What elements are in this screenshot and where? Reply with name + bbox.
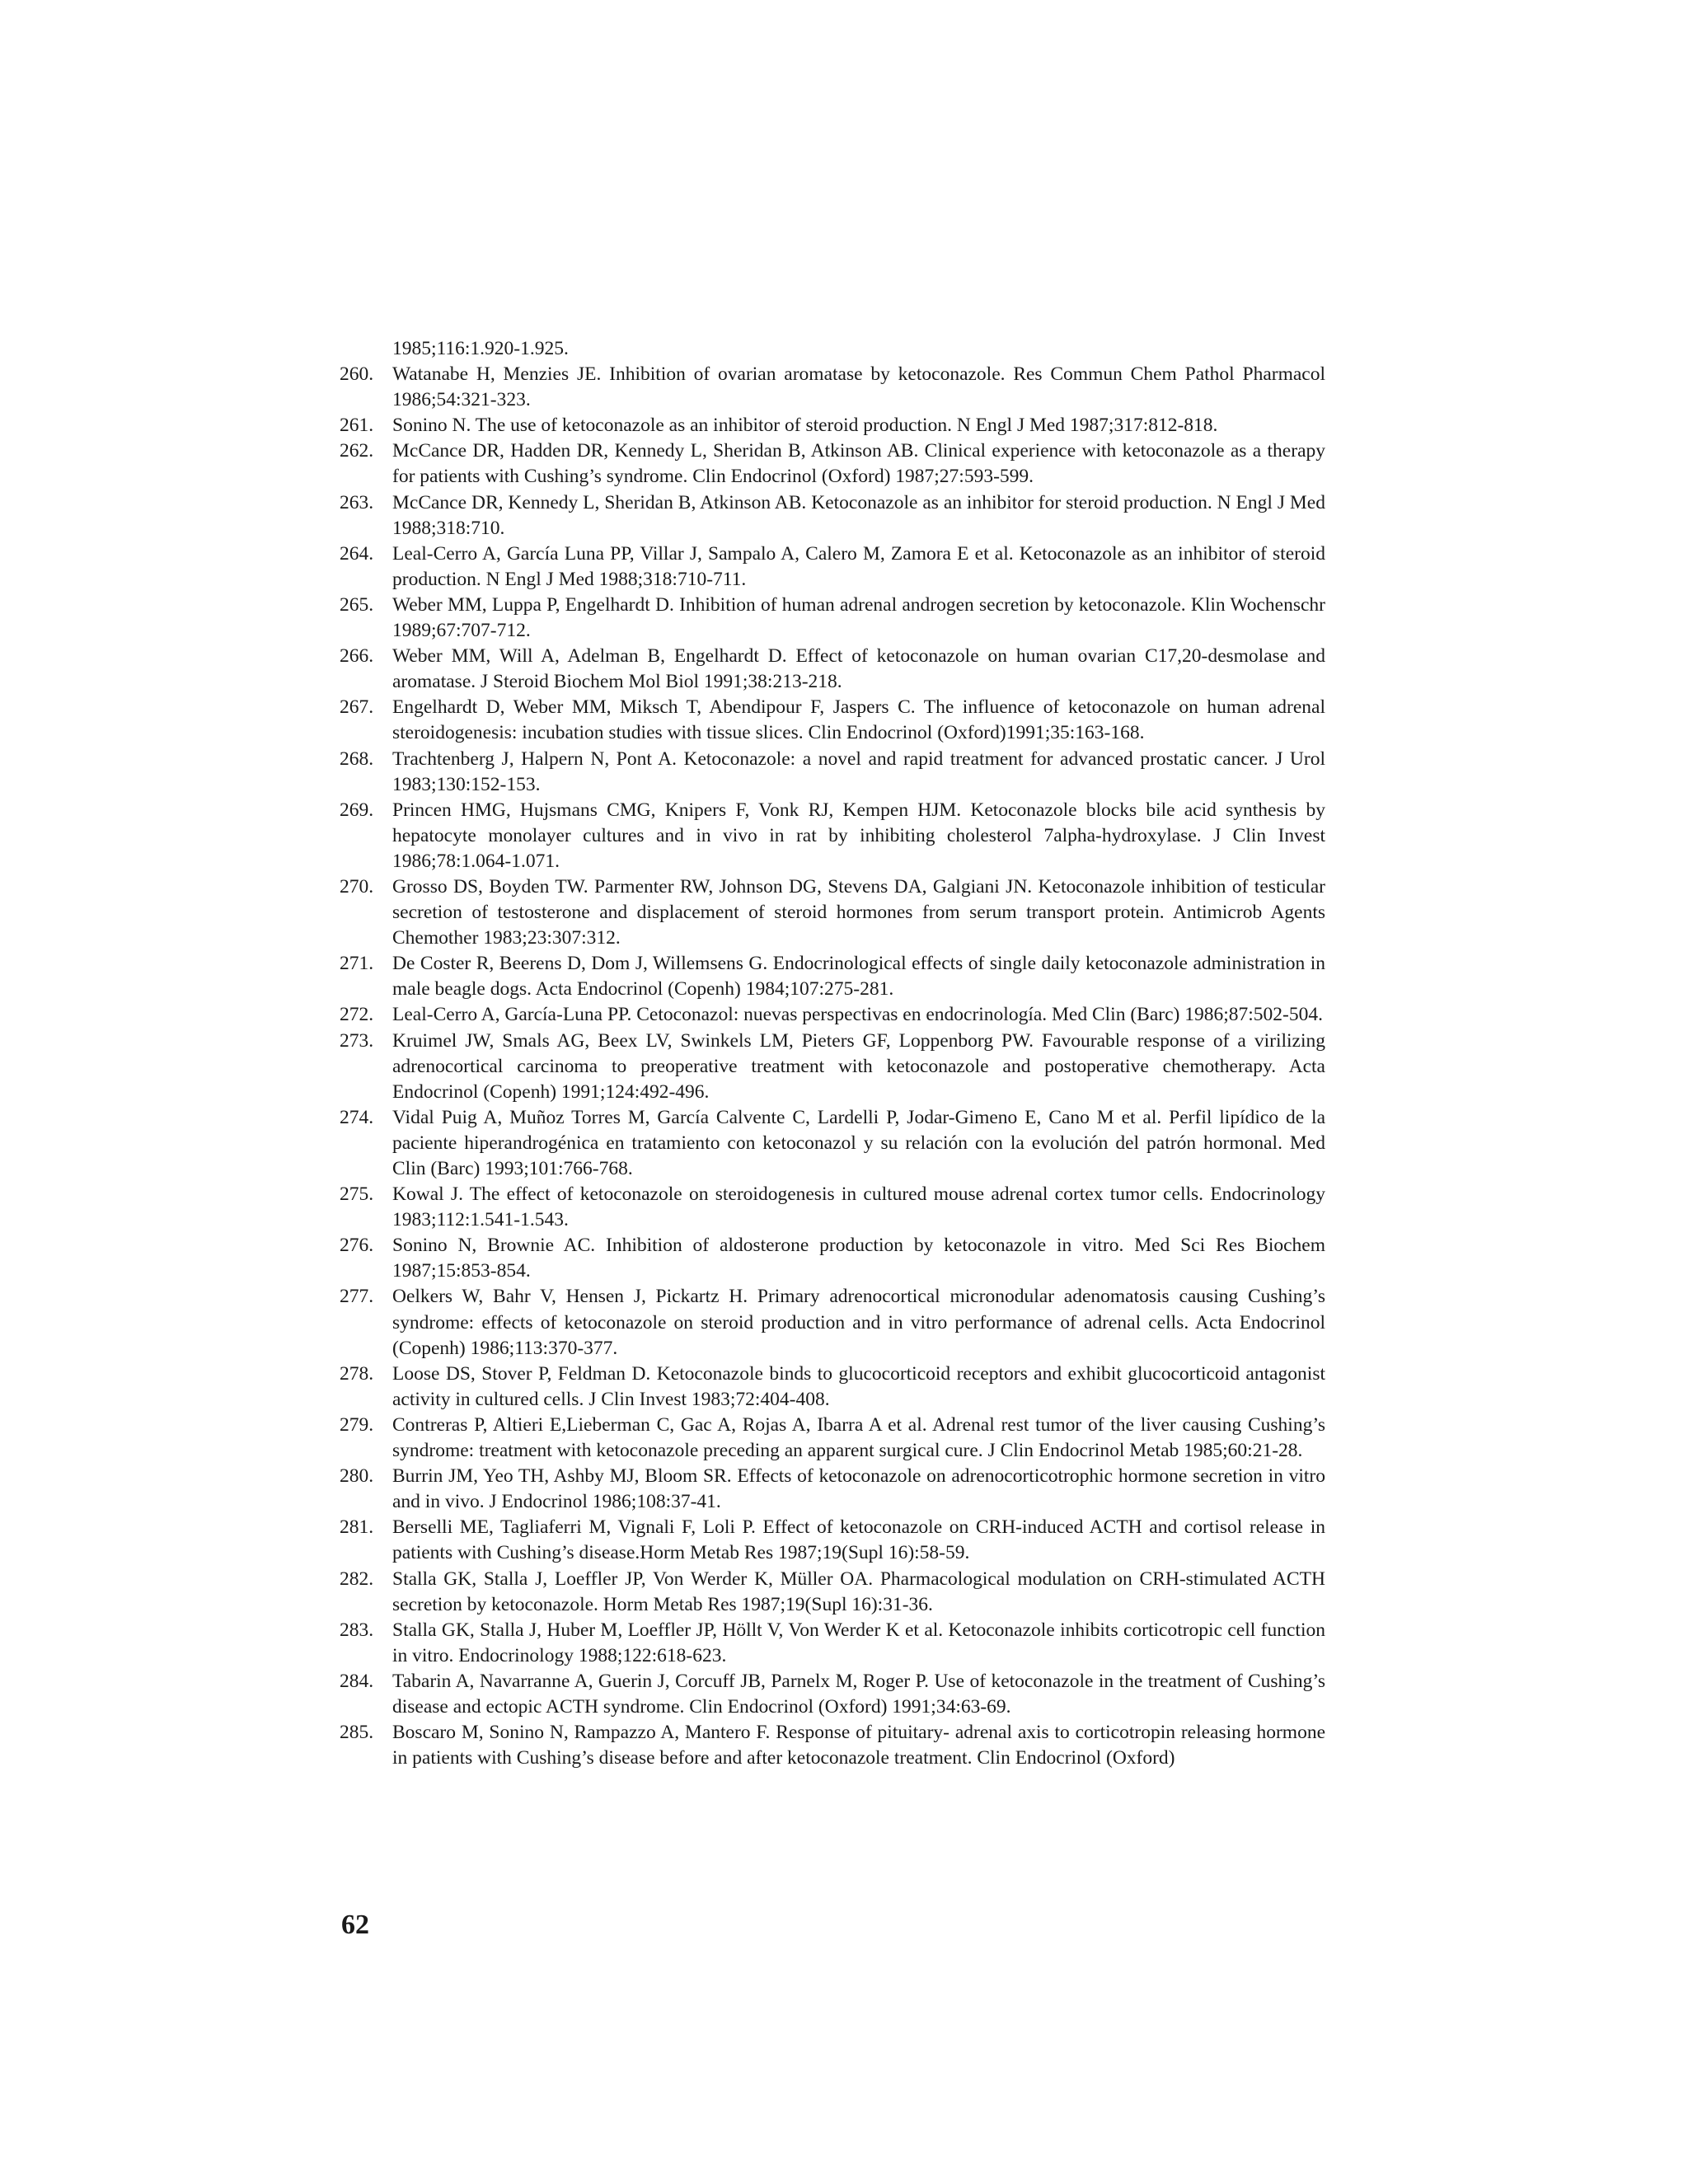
- reference-number: 283.: [340, 1619, 374, 1641]
- reference-text: Trachtenberg J, Halpern N, Pont A. Ketoconazole: a novel and rapid treatment for advanced prostatic cancer. J Urol 1983;130:152-153.: [392, 748, 1325, 795]
- reference-text: Contreras P, Altieri E,Lieberman C, Gac A, Rojas A, Ibarra A et al. Adrenal rest tumor of the liver causing Cushing’s syndrome: treatment with ketoconazole preceding an apparent surgical cure. J Clin Endocrinol Metab 1985;60:21-28.: [392, 1413, 1325, 1462]
- reference-number: 275.: [340, 1183, 374, 1206]
- reference-number: 261.: [340, 415, 374, 437]
- reference-number: 267.: [340, 696, 374, 719]
- reference-number: 277.: [340, 1286, 374, 1308]
- reference-entry: [340, 490, 1325, 541]
- reference-entry: [340, 874, 1325, 951]
- reference-text: Weber MM, Luppa P, Engelhardt D. Inhibition of human adrenal androgen secretion by ketoconazole. Klin Wochenschr 1989;67:707-712.: [392, 593, 1325, 642]
- reference-number: 272.: [340, 1004, 374, 1026]
- reference-entry: [340, 438, 1325, 490]
- reference-entry: [340, 1720, 1325, 1771]
- reference-number: 263.: [340, 491, 374, 513]
- reference-entry: [340, 1669, 1325, 1720]
- reference-text: Princen HMG, Hujsmans CMG, Knipers F, Vonk RJ, Kempen HJM. Ketoconazole blocks bile acid synthesis by hepatocyte monolayer cultures and in vivo in rat by inhibiting cholesterol 7alpha-hydroxylase. J Clin Invest 1986;78:1.064-1.071.: [392, 799, 1325, 872]
- reference-entry: [340, 1233, 1325, 1284]
- reference-text: McCance DR, Hadden DR, Kennedy L, Sheridan B, Atkinson AB. Clinical experience with ketoconazole as a therapy for patients with Cushing’s syndrome. Clin Endocrinol (Oxford) 1987;27:593-599.: [392, 440, 1325, 488]
- reference-text: Boscaro M, Sonino N, Rampazzo A, Mantero F. Response of pituitary- adrenal axis to corticotropin releasing hormone in patients with Cushing’s disease before and after ketoconazole treatment. Clin Endocrinol (Oxford): [392, 1722, 1325, 1769]
- reference-number: 285.: [340, 1722, 374, 1744]
- reference-entry: [340, 593, 1325, 644]
- reference-entry: [340, 798, 1325, 874]
- reference-number: 262.: [340, 440, 374, 462]
- reference-text: Grosso DS, Boyden TW. Parmenter RW, Johnson DG, Stevens DA, Galgiani JN. Ketoconazole inhibition of testicular secretion of testosterone and displacement of steroid hormones from serum transport protein. Antimicrob Agents Chemother 1983;23:307:312.: [392, 875, 1325, 949]
- reference-text: Sonino N. The use of ketoconazole as an inhibitor of steroid production. N Engl J Med 1987;317:812-818.: [392, 415, 1218, 437]
- reference-number: 280.: [340, 1465, 374, 1488]
- reference-entry: [340, 1464, 1325, 1515]
- reference-number: 278.: [340, 1362, 374, 1385]
- reference-entry: [340, 1515, 1325, 1566]
- reference-text: Kowal J. The effect of ketoconazole on steroidogenesis in cultured mouse adrenal cortex tumor cells. Endocrinology 1983;112:1.541-1.543.: [392, 1183, 1325, 1231]
- reference-number: 268.: [340, 748, 374, 770]
- reference-continuation-text: 1985;116:1.920-1.925.: [392, 338, 569, 359]
- reference-number: 284.: [340, 1670, 374, 1692]
- reference-number: 269.: [340, 799, 374, 821]
- reference-text: Weber MM, Will A, Adelman B, Engelhardt D. Effect of ketoconazole on human ovarian C17,20-desmolase and aromatase. J Steroid Biochem Mol Biol 1991;38:213-218.: [392, 645, 1325, 693]
- reference-text: Loose DS, Stover P, Feldman D. Ketoconazole binds to glucocorticoid receptors and exhibit glucocorticoid antagonist activity in cultured cells. J Clin Invest 1983;72:404-408.: [392, 1362, 1325, 1410]
- reference-number: 276.: [340, 1235, 374, 1257]
- reference-text: Oelkers W, Bahr V, Hensen J, Pickartz H. Primary adrenocortical micronodular adenomatosis causing Cushing’s syndrome: effects of ketoconazole on steroid production and in vitro performance of adrenal cells. Acta Endocrinol (Copenh) 1986;113:370-377.: [392, 1286, 1325, 1359]
- reference-number: 270.: [340, 875, 374, 898]
- reference-entry: [340, 362, 1325, 413]
- reference-text: Burrin JM, Yeo TH, Ashby MJ, Bloom SR. Effects of ketoconazole on adrenocorticotrophic hormone secretion in vitro and in vivo. J Endocrinol 1986;108:37-41.: [392, 1465, 1325, 1513]
- reference-text: Leal-Cerro A, García Luna PP, Villar J, Sampalo A, Calero M, Zamora E et al. Ketoconazole as an inhibitor of steroid production. N Engl J Med 1988;318:710-711.: [392, 542, 1325, 590]
- reference-entry: [340, 1413, 1325, 1464]
- reference-number: 264.: [340, 542, 374, 565]
- reference-entry: [340, 951, 1325, 1002]
- reference-text: Berselli ME, Tagliaferri M, Vignali F, Loli P. Effect of ketoconazole on CRH-induced ACTH and cortisol release in patients with Cushing’s disease.Horm Metab Res 1987;19(Supl 16):58-59.: [392, 1516, 1325, 1564]
- reference-entry: [340, 413, 1325, 438]
- reference-text: McCance DR, Kennedy L, Sheridan B, Atkinson AB. Ketoconazole as an inhibitor for steroid production. N Engl J Med 1988;318:710.: [392, 491, 1325, 539]
- reference-text: Kruimel JW, Smals AG, Beex LV, Swinkels LM, Pieters GF, Loppenborg PW. Favourable response of a virilizing adrenocortical carcinoma to preoperative treatment with ketoconazole and postoperative chemotherapy. Acta Endocrinol (Copenh) 1991;124:492-496.: [392, 1029, 1325, 1103]
- reference-number: 265.: [340, 593, 374, 616]
- reference-number: 260.: [340, 363, 374, 386]
- reference-text: Sonino N, Brownie AC. Inhibition of aldosterone production by ketoconazole in vitro. Med Sci Res Biochem 1987;15:853-854.: [392, 1235, 1325, 1282]
- reference-entry: [340, 1105, 1325, 1182]
- reference-entry: [340, 1618, 1325, 1669]
- reference-items: [340, 362, 1325, 1771]
- reference-entry: [340, 541, 1325, 593]
- reference-entry: [340, 1567, 1325, 1618]
- reference-list: [340, 336, 1325, 1771]
- reference-text: Stalla GK, Stalla J, Loeffler JP, Von Werder K, Müller OA. Pharmacological modulation on CRH-stimulated ACTH secretion by ketoconazole. Horm Metab Res 1987;19(Supl 16):31-36.: [392, 1568, 1325, 1615]
- reference-number: 266.: [340, 645, 374, 668]
- reference-text: Stalla GK, Stalla J, Huber M, Loeffler JP, Höllt V, Von Werder K et al. Ketoconazole inhibits corticotropic cell function in vitro. Endocrinology 1988;122:618-623.: [392, 1619, 1325, 1666]
- reference-number: 282.: [340, 1568, 374, 1590]
- page-number: 62: [341, 1910, 369, 1940]
- reference-text: Watanabe H, Menzies JE. Inhibition of ovarian aromatase by ketoconazole. Res Commun Chem Pathol Pharmacol 1986;54:321-323.: [392, 363, 1325, 411]
- reference-entry: [340, 1361, 1325, 1413]
- reference-entry: [340, 1284, 1325, 1361]
- reference-entry: [340, 644, 1325, 695]
- reference-entry: [340, 695, 1325, 746]
- reference-number: 273.: [340, 1029, 374, 1052]
- reference-entry: [340, 1002, 1325, 1028]
- reference-number: 281.: [340, 1516, 374, 1539]
- reference-continuation: [340, 336, 1325, 362]
- reference-text: Engelhardt D, Weber MM, Miksch T, Abendipour F, Jaspers C. The influence of ketoconazole on human adrenal steroidogenesis: incubation studies with tissue slices. Clin Endocrinol (Oxford)1991;35:163-168.: [392, 696, 1325, 744]
- reference-text: De Coster R, Beerens D, Dom J, Willemsens G. Endocrinological effects of single daily ketoconazole administration in male beagle dogs. Acta Endocrinol (Copenh) 1984;107:275-281.: [392, 953, 1325, 1001]
- reference-number: 274.: [340, 1106, 374, 1128]
- reference-entry: [340, 747, 1325, 798]
- reference-number: 271.: [340, 953, 374, 975]
- reference-text: Vidal Puig A, Muñoz Torres M, García Calvente C, Lardelli P, Jodar-Gimeno E, Cano M et al. Perfil lipídico de la paciente hiperandrogénica en tratamiento con ketoconazol y su relación con la evolución del patrón hormonal. Med Clin (Barc) 1993;101:766-768.: [392, 1106, 1325, 1179]
- reference-entry: [340, 1029, 1325, 1105]
- reference-text: Tabarin A, Navarranne A, Guerin J, Corcuff JB, Parnelx M, Roger P. Use of ketoconazole in the treatment of Cushing’s disease and ectopic ACTH syndrome. Clin Endocrinol (Oxford) 1991;34:63-69.: [392, 1670, 1325, 1718]
- reference-entry: [340, 1182, 1325, 1233]
- reference-text: Leal-Cerro A, García-Luna PP. Cetoconazol: nuevas perspectivas en endocrinología. Med Clin (Barc) 1986;87:502-504.: [392, 1004, 1323, 1026]
- reference-number: 279.: [340, 1413, 374, 1436]
